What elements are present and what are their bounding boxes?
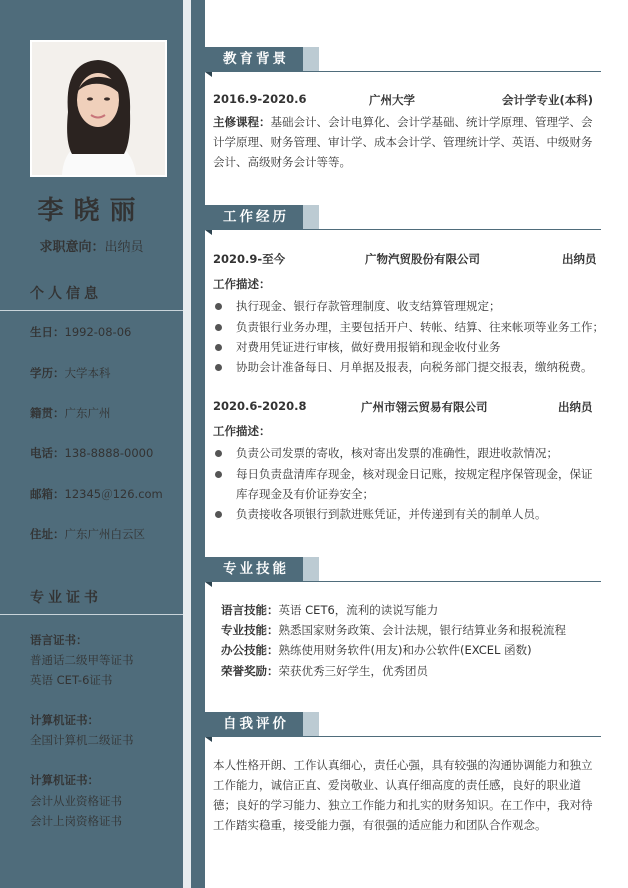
cert-item: 会计上岗资格证书 [30, 814, 122, 828]
skill-label: 办公技能： [221, 643, 279, 657]
info-label: 籍贯： [30, 406, 65, 420]
job-duty: 负责银行业务办理，主要包括开户、转帐、结算、往来帐项等业务工作； [213, 317, 608, 337]
skill-item [221, 663, 428, 679]
skill-value: 荣获优秀三好学生，优秀团员 [278, 664, 428, 678]
job-duty: 负责公司发票的寄收，核对寄出发票的准确性，跟进收款情况； [213, 443, 608, 463]
job-duty: 每日负责盘清库存现金，核对现金日记账，按规定程序保管现金，保证库存现金及有价证券安全； [213, 464, 601, 504]
profile-photo [30, 40, 167, 177]
info-phone [30, 445, 153, 461]
work-title: 工作经历 [205, 205, 303, 230]
sidebar-divider-light [183, 0, 191, 888]
info-value: 12345＠126.com [64, 487, 163, 501]
job-intent-value: 出纳员 [104, 240, 144, 255]
education-title: 教育背景 [205, 47, 303, 72]
job-desc-label: 工作描述： [213, 277, 271, 291]
job-company: 广物汽贸股份有限公司 [365, 252, 480, 266]
skill-value: 英语 CET6，流利的读说写能力 [278, 603, 439, 617]
section-fold [205, 230, 212, 235]
job-intent [0, 236, 183, 255]
job-intent-label: 求职意向： [39, 240, 105, 255]
education-header [205, 47, 601, 77]
skills-header [205, 557, 601, 587]
info-label: 住址： [30, 527, 65, 541]
info-value: 138-8888-0000 [64, 446, 154, 460]
info-value: 1992-08-06 [64, 325, 132, 339]
job-position: 出纳员 [562, 252, 597, 266]
skill-label: 专业技能： [221, 623, 279, 637]
section-rule [205, 581, 601, 582]
job-duty: 对费用凭证进行审核，做好费用报销和现金收付业务 [213, 337, 608, 357]
section-tab-accent [303, 47, 319, 72]
candidate-name: 李晓丽 [37, 196, 146, 226]
info-label: 生日： [30, 325, 65, 339]
skill-value: 熟悉国家财务政策、会计法规，银行结算业务和报税流程 [278, 623, 566, 637]
skill-item [221, 622, 566, 638]
education-period: 2016.9-2020.6 [213, 92, 307, 106]
job-duty: 负责接收各项银行到款进账凭证，并传递到有关的制单人员。 [213, 504, 608, 524]
info-value: 广东广州白云区 [64, 527, 145, 541]
skill-value: 熟练使用财务软件(用友)和办公软件(EXCEL 函数) [278, 643, 532, 657]
certificates-title: 专业证书 [30, 590, 102, 606]
self-eval-text: 本人性格开朗、工作认真细心，责任心强，具有较强的沟通协调能力和独立工作能力，诚信正直、爱岗敬业、认真仔细高度的责任感，良好的职业道德；良好的学习能力、独立工作能力和扎实的财务知识。在工作中，我对待工作踏实稳重，接受能力强，有很强的适应能力和团队合作观念。 [213, 758, 593, 832]
info-birthday [30, 324, 131, 340]
education-courses [213, 112, 601, 172]
skill-label: 语言技能： [221, 603, 279, 617]
job-duty: 执行现金、银行存款管理制度、收支结算管理规定； [213, 296, 608, 316]
info-address [30, 526, 145, 542]
skills-title: 专业技能 [205, 557, 303, 582]
personal-info-title: 个人信息 [30, 286, 102, 302]
section-fold [205, 582, 212, 587]
section-fold [205, 72, 212, 77]
section-rule [205, 736, 601, 737]
personal-info-divider [0, 310, 183, 311]
info-hometown [30, 405, 111, 421]
cert-item: 会计从业资格证书 [30, 794, 122, 808]
section-rule [205, 229, 601, 230]
skill-item [221, 642, 532, 658]
self-eval-title: 自我评价 [205, 712, 303, 737]
job-period: 2020.9-至今 [213, 252, 286, 266]
sidebar-divider-dark [191, 0, 205, 888]
section-fold [205, 737, 212, 742]
info-education [30, 365, 111, 381]
education-major: 会计学专业(本科) [502, 93, 594, 107]
section-tab-accent [303, 557, 319, 582]
self-eval-header [205, 712, 601, 742]
cert-group-label: 计算机证书： [30, 713, 99, 727]
work-header [205, 205, 601, 235]
cert-item: 英语 CET-6证书 [30, 673, 113, 687]
job-duty: 协助会计准备每日、月单据及报表，向税务部门提交报表，缴纳税费。 [213, 357, 608, 377]
cert-item: 普通话二级甲等证书 [30, 653, 134, 667]
cert-group-label: 计算机证书： [30, 773, 99, 787]
courses-label: 主修课程： [213, 115, 271, 129]
section-tab-accent [303, 712, 319, 737]
job-desc-label: 工作描述： [213, 424, 271, 438]
certificates-divider [0, 614, 183, 615]
education-school: 广州大学 [369, 93, 415, 107]
skill-label: 荣誉奖励： [221, 664, 279, 678]
skill-item [221, 602, 438, 618]
cert-group-label: 语言证书： [30, 633, 88, 647]
job-company: 广州市翎云贸易有限公司 [361, 400, 488, 414]
job-period: 2020.6-2020.8 [213, 399, 307, 413]
job-position: 出纳员 [558, 400, 593, 414]
info-email [30, 486, 163, 502]
info-label: 电话： [30, 446, 65, 460]
info-value: 大学本科 [64, 366, 111, 380]
info-label: 邮箱： [30, 487, 65, 501]
info-value: 广东广州 [64, 406, 111, 420]
cert-item: 全国计算机二级证书 [30, 733, 134, 747]
section-rule [205, 71, 601, 72]
info-label: 学历： [30, 366, 65, 380]
courses-text: 基础会计、会计电算化、会计学基础、统计学原理、管理学、会计学原理、财务管理、审计学、成本会计学、管理统计学、英语、中级财务会计、高级财务会计等等。 [213, 115, 593, 169]
section-tab-accent [303, 205, 319, 230]
